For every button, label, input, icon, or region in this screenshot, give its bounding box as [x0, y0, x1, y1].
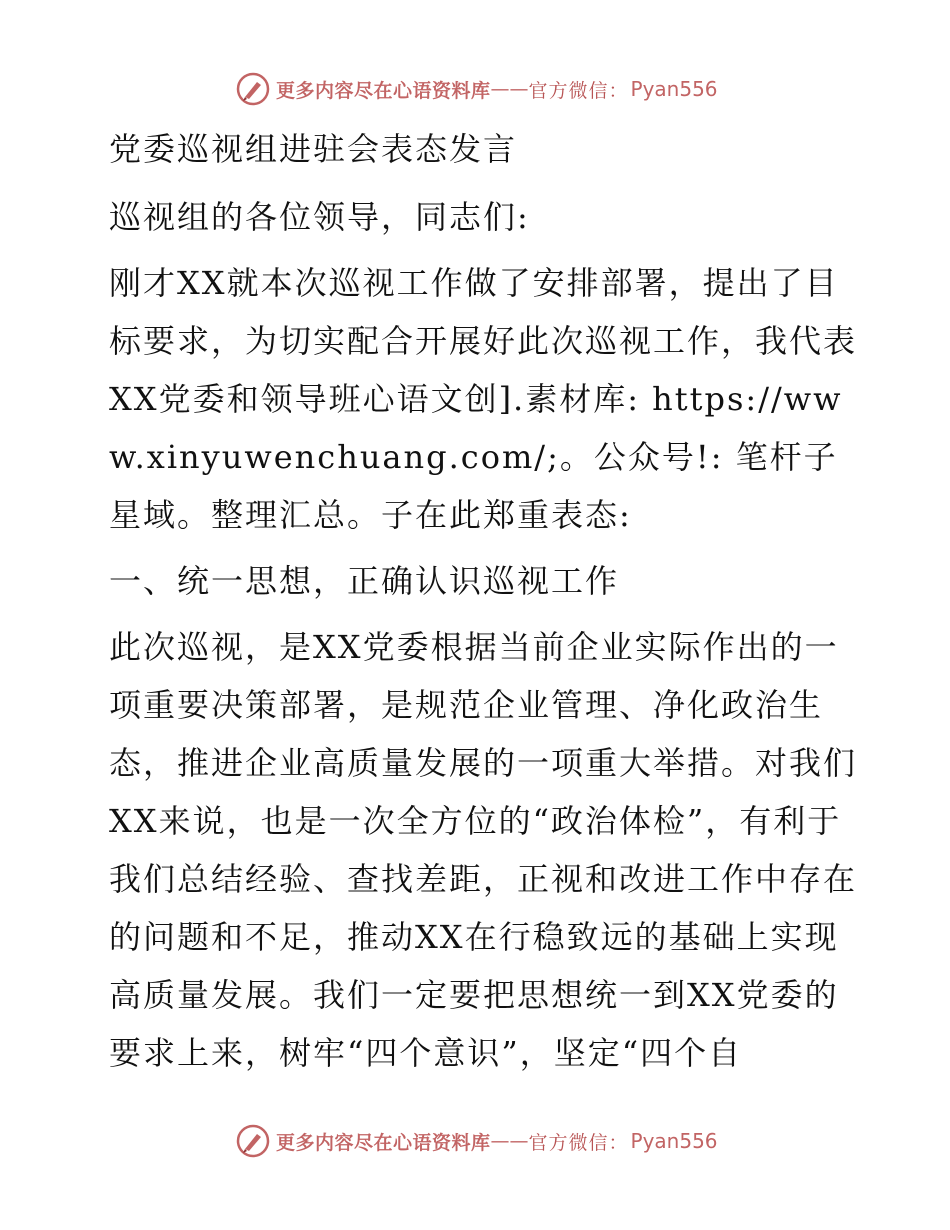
watermark-main-text: 更多内容尽在心语资料库 — [276, 79, 491, 102]
watermark-separator: —— — [490, 78, 529, 100]
pen-logo-icon — [236, 1124, 270, 1158]
paragraph-section-1: 此次巡视，是XX党委根据当前企业实际作出的一项重要决策部署，是规范企业管理、净化政治生态，推进企业高质量发展的一项重大举措。对我们XX来说，也是一次全方位的“政治体检”，有利于我们总结经验、查找差距，正视和改进工作中存在的问题和不足，推动XX在行稳致远的基础上实现高质量发展。我们一定要把思想统一到XX党委的要求上来，树牢“四个意识”，坚定“四个自 — [109, 628, 858, 1072]
watermark-separator: —— — [490, 1130, 529, 1152]
pen-logo-icon — [236, 72, 270, 106]
document-body — [97, 120, 857, 1090]
paragraph-intro: 刚才XX就本次巡视工作做了安排部署，提出了目标要求，为切实配合开展好此次巡视工作，我代表XX党委和领导班心语文创].素材库: https://www.xinyuwenchuang.com/;。公众号!: 笔杆子星域。整理汇总。子在此郑重表态: — [109, 264, 858, 534]
footer-watermark — [236, 1124, 718, 1158]
watermark-wechat-id: Pyan556 — [630, 1129, 718, 1153]
watermark-wechat-label: 官方微信： — [528, 79, 629, 102]
watermark-wechat-label: 官方微信： — [528, 1131, 629, 1154]
watermark-wechat-id: Pyan556 — [630, 77, 718, 101]
salutation: 巡视组的各位领导，同志们: — [109, 198, 530, 236]
header-watermark — [236, 72, 718, 106]
document-title: 党委巡视组进驻会表态发言 — [109, 130, 518, 168]
section-heading-1: 一、统一思想，正确认识巡视工作 — [109, 562, 620, 600]
watermark-main-text: 更多内容尽在心语资料库 — [276, 1131, 491, 1154]
